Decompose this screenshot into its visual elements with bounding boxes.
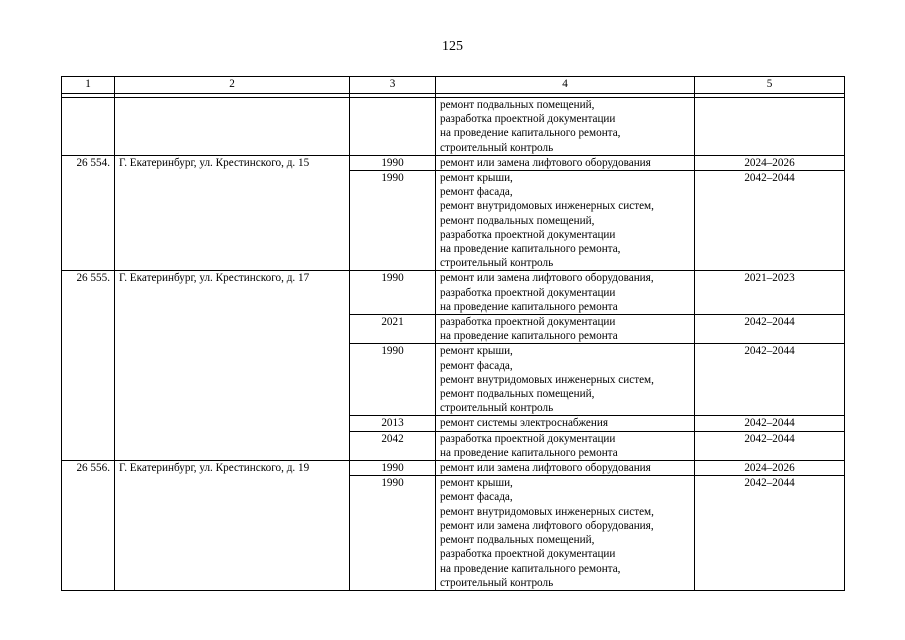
works-cell: ремонт или замена лифтового оборудования — [436, 461, 695, 476]
period-cell: 2042–2044 — [695, 476, 845, 591]
column-number-row — [62, 77, 845, 94]
table-row — [62, 271, 845, 315]
year-cell: 1990 — [350, 155, 436, 170]
period-cell: 2042–2044 — [695, 431, 845, 460]
continuation-row — [62, 98, 845, 156]
column-header-5: 5 — [695, 77, 845, 94]
year-cell: 1990 — [350, 171, 436, 271]
entry-address: Г. Екатеринбург, ул. Крестинского, д. 19 — [115, 461, 350, 591]
column-header-1: 1 — [62, 77, 115, 94]
table-row — [62, 155, 845, 170]
table-row — [62, 461, 845, 476]
period-cell: 2042–2044 — [695, 416, 845, 431]
year-cell — [350, 98, 436, 156]
works-cell: ремонт крыши, ремонт фасада, ремонт внутридомовых инженерных систем, ремонт подвальных помещений, разработка проектной документации на проведение капитального ремонта, строительный контроль — [436, 171, 695, 271]
entry-address: Г. Екатеринбург, ул. Крестинского, д. 15 — [115, 155, 350, 271]
year-cell: 1990 — [350, 476, 436, 591]
column-header-2: 2 — [115, 77, 350, 94]
year-cell: 2021 — [350, 315, 436, 344]
year-cell: 1990 — [350, 461, 436, 476]
address-cell — [115, 98, 350, 156]
number-cell — [62, 98, 115, 156]
page-number: 125 — [442, 39, 463, 54]
works-cell: разработка проектной документации на проведение капитального ремонта — [436, 315, 695, 344]
works-cell: разработка проектной документации на проведение капитального ремонта — [436, 431, 695, 460]
works-cell: ремонт подвальных помещений, разработка проектной документации на проведение капитального ремонта, строительный контроль — [436, 98, 695, 156]
period-cell: 2042–2044 — [695, 344, 845, 416]
period-cell — [695, 98, 845, 156]
period-cell: 2024–2026 — [695, 461, 845, 476]
works-cell: ремонт системы электроснабжения — [436, 416, 695, 431]
entry-number: 26 555. — [62, 271, 115, 461]
year-cell: 1990 — [350, 271, 436, 315]
works-cell: ремонт или замена лифтового оборудования — [436, 155, 695, 170]
period-cell: 2024–2026 — [695, 155, 845, 170]
year-cell: 2042 — [350, 431, 436, 460]
works-cell: ремонт или замена лифтового оборудования, разработка проектной документации на проведение капитального ремонта — [436, 271, 695, 315]
column-header-4: 4 — [436, 77, 695, 94]
period-cell: 2021–2023 — [695, 271, 845, 315]
works-cell: ремонт крыши, ремонт фасада, ремонт внутридомовых инженерных систем, ремонт подвальных помещений, строительный контроль — [436, 344, 695, 416]
works-cell: ремонт крыши, ремонт фасада, ремонт внутридомовых инженерных систем, ремонт или замена лифтового оборудования, ремонт подвальных помещений, разработка проектной документации на проведение капитального ремонта, строительный контроль — [436, 476, 695, 591]
period-cell: 2042–2044 — [695, 171, 845, 271]
entry-address: Г. Екатеринбург, ул. Крестинского, д. 17 — [115, 271, 350, 461]
year-cell: 1990 — [350, 344, 436, 416]
entry-number: 26 556. — [62, 461, 115, 591]
period-cell: 2042–2044 — [695, 315, 845, 344]
column-header-3: 3 — [350, 77, 436, 94]
repair-schedule-table — [61, 76, 845, 591]
year-cell: 2013 — [350, 416, 436, 431]
entry-number: 26 554. — [62, 155, 115, 271]
